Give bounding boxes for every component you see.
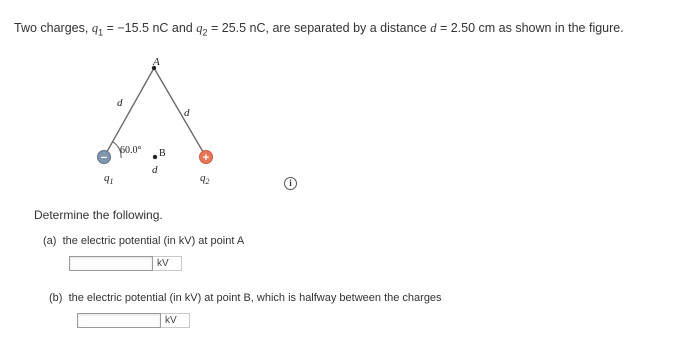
part-b-answer-input[interactable] bbox=[77, 313, 161, 328]
q1-sign: − bbox=[100, 152, 108, 164]
angle-label: 60.0° bbox=[120, 145, 142, 156]
d-symbol: d bbox=[430, 21, 437, 35]
part-b-unit: kV bbox=[161, 313, 190, 328]
prompt-suffix: = 2.50 cm as shown in the figure. bbox=[436, 21, 624, 35]
q2-subscript: 2 bbox=[202, 27, 208, 38]
q1-value: = −15.5 nC and bbox=[103, 21, 197, 35]
label-d-bottom: d bbox=[152, 164, 158, 176]
part-a-unit: kV bbox=[153, 256, 182, 271]
label-q2-sym: q bbox=[200, 172, 206, 184]
side-right bbox=[154, 68, 206, 157]
label-q2-sub: 2 bbox=[205, 177, 210, 186]
q2-sign: + bbox=[202, 152, 210, 164]
point-B-dot bbox=[153, 155, 157, 159]
side-left bbox=[104, 68, 154, 157]
part-b-label: (b) bbox=[49, 292, 63, 304]
q1-symbol: q bbox=[91, 21, 99, 35]
part-b-answer-row bbox=[77, 313, 190, 328]
part-a-label: (a) bbox=[43, 235, 57, 247]
q1-subscript: 1 bbox=[98, 27, 104, 38]
label-q2 bbox=[200, 172, 210, 186]
info-icon[interactable]: i bbox=[284, 177, 297, 190]
label-q1-sym: q bbox=[104, 172, 110, 184]
part-a-answer-row bbox=[69, 256, 182, 271]
part-a-question bbox=[43, 235, 244, 247]
label-d-left: d bbox=[117, 97, 123, 109]
part-b-question bbox=[49, 292, 442, 304]
label-B: B bbox=[159, 148, 166, 159]
q2-value: = 25.5 nC, are separated by a distance bbox=[207, 21, 431, 35]
prompt-prefix: Two charges, bbox=[14, 21, 92, 35]
label-A: A bbox=[153, 56, 160, 68]
label-q1-sub: 1 bbox=[109, 177, 114, 186]
q2-symbol: q bbox=[196, 21, 203, 35]
label-d-right: d bbox=[184, 107, 190, 119]
part-a-answer-input[interactable] bbox=[69, 256, 153, 271]
determine-heading: Determine the following. bbox=[34, 208, 163, 222]
label-q1 bbox=[104, 172, 114, 186]
part-a-text: the electric potential (in kV) at point A bbox=[62, 235, 245, 247]
part-b-text: the electric potential (in kV) at point B, which is halfway between the charges bbox=[68, 292, 442, 304]
